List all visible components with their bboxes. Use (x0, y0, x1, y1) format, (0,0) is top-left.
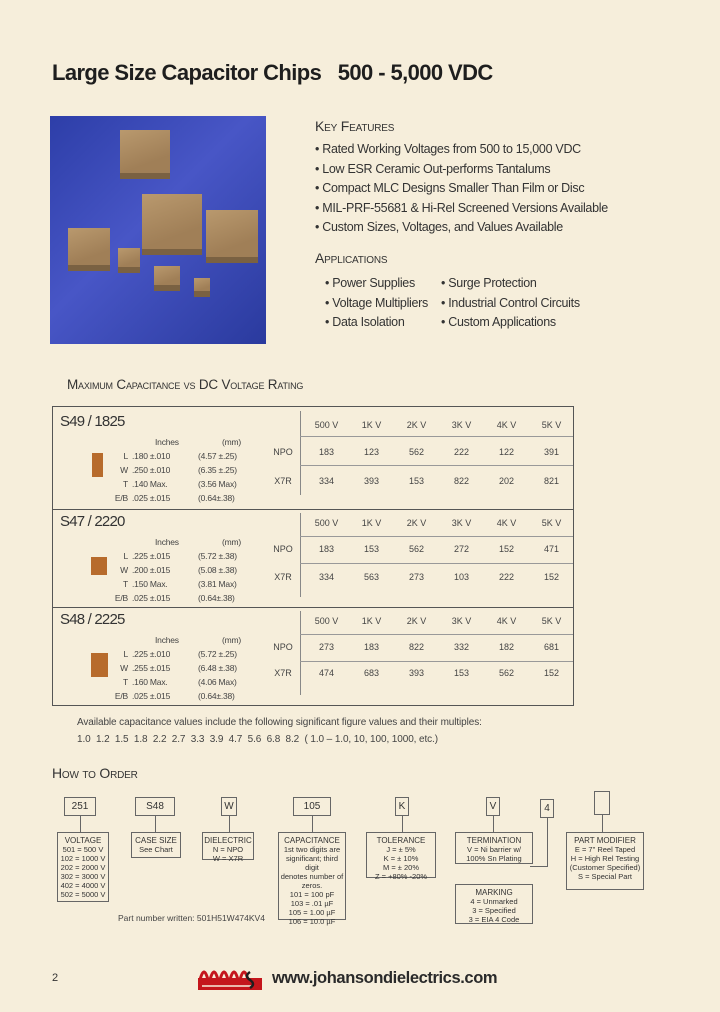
series-title: S47 / 2220 (60, 513, 125, 530)
applications-list (325, 274, 601, 333)
code-capacitance: 105 (293, 797, 331, 816)
units-mm: (mm) (222, 437, 242, 447)
list-item: • Voltage Multipliers (325, 295, 428, 310)
code-termination: V (486, 797, 500, 816)
code-dielectric: W (221, 797, 237, 816)
chip-swatch (92, 453, 103, 477)
capacitance-legend: CAPACITANCE 1st two digits are significant; third digit denotes number of zeros. 101 = 100 pF 103 = .01 µF 105 = 1.00 µF 106 = 10.0 µF (278, 832, 346, 920)
part-modifier-legend: PART MODIFIER E = 7" Reel Taped H = High Rel Testing (Customer Specified) S = Special Part (566, 832, 644, 890)
list-item: • Rated Working Voltages from 500 to 15,000 VDC (315, 142, 581, 156)
code-voltage: 251 (64, 797, 96, 816)
code-marking: 4 (540, 799, 554, 818)
units-inches: Inches (155, 437, 179, 447)
code-case-size: S48 (135, 797, 175, 816)
case-size-legend: CASE SIZE See Chart (131, 832, 181, 858)
list-item: • Compact MLC Designs Smaller Than Film or Disc (315, 181, 585, 196)
voltage-table: 500 V 1K V 2K V 3K V 4K V 5K V NPO 183 123 562 222 122 391 X7R 334 393 153 822 202 821 (273, 420, 562, 486)
list-item: • Custom Sizes, Voltages, and Values Available (315, 220, 563, 235)
chip-swatch (91, 653, 108, 677)
series-title: S49 / 1825 (60, 413, 125, 430)
page-title: Large Size Capacitor Chips 500 - 5,000 VDC (52, 60, 493, 85)
marking-legend: MARKING 4 = Unmarked 3 = Specified 3 = EIA 4 Code (455, 884, 533, 924)
dielectric-legend: DIELECTRIC N = NPO W = X7R (202, 832, 254, 860)
list-item: • Industrial Control Circuits (441, 295, 580, 310)
key-features-list (315, 140, 608, 238)
key-features-heading: Key Features (315, 118, 395, 134)
capacitance-section-heading: Maximum Capacitance vs DC Voltage Rating (67, 377, 304, 392)
chip-swatch (91, 557, 107, 575)
how-to-order-heading: How to Order (52, 765, 138, 781)
johanson-logo-icon (198, 962, 262, 992)
voltage-legend: VOLTAGE 501 = 500 V 102 = 1000 V 202 = 2000 V 302 = 3000 V 402 = 4000 V 502 = 5000 V (57, 832, 109, 902)
list-item: • Custom Applications (441, 315, 556, 329)
series-title: S48 / 2225 (60, 611, 125, 628)
applications-heading: Applications (315, 250, 388, 266)
website-link[interactable]: www.johansondielectrics.com (272, 969, 498, 987)
part-number-example: Part number written: 501H51W474KV4 (118, 913, 265, 923)
list-item: • Power Supplies (325, 276, 415, 290)
voltage-table: 500 V 1K V 2K V 3K V 4K V 5K V NPO 273 183 822 332 182 681 X7R 474 683 393 153 562 152 (273, 616, 562, 678)
code-tolerance: K (395, 797, 409, 816)
list-item: • Surge Protection (441, 276, 537, 290)
termination-legend: TERMINATION V = Ni barrier w/ 100% Sn Plating (455, 832, 533, 864)
product-photo (50, 116, 266, 344)
units-inches: Inches (155, 635, 179, 645)
list-item: • MIL-PRF-55681 & Hi-Rel Screened Versions Available (315, 200, 608, 215)
code-part-modifier (594, 791, 610, 815)
units-mm: (mm) (222, 537, 242, 547)
units-mm: (mm) (222, 635, 242, 645)
list-item: • Low ESR Ceramic Out-performs Tantalums (315, 161, 551, 176)
page-number: 2 (52, 972, 59, 984)
units-inches: Inches (155, 537, 179, 547)
list-item: • Data Isolation (325, 315, 405, 329)
capacitance-values-note: Available capacitance values include the following significant figure values and their multiples: 1.0 1.2 1.5 1.8 2.2 2.7 3.3 3.9 4.7 5.6 6.8 8.2 ( 1.0 – 1.0, 10, 100, 1000, etc.) (77, 717, 482, 745)
tolerance-legend: TOLERANCE J = ± 5% K = ± 10% M = ± 20% Z = +80% -20% (366, 832, 436, 878)
voltage-table: 500 V 1K V 2K V 3K V 4K V 5K V NPO 183 153 562 272 152 471 X7R 334 563 273 103 222 152 (273, 518, 562, 582)
